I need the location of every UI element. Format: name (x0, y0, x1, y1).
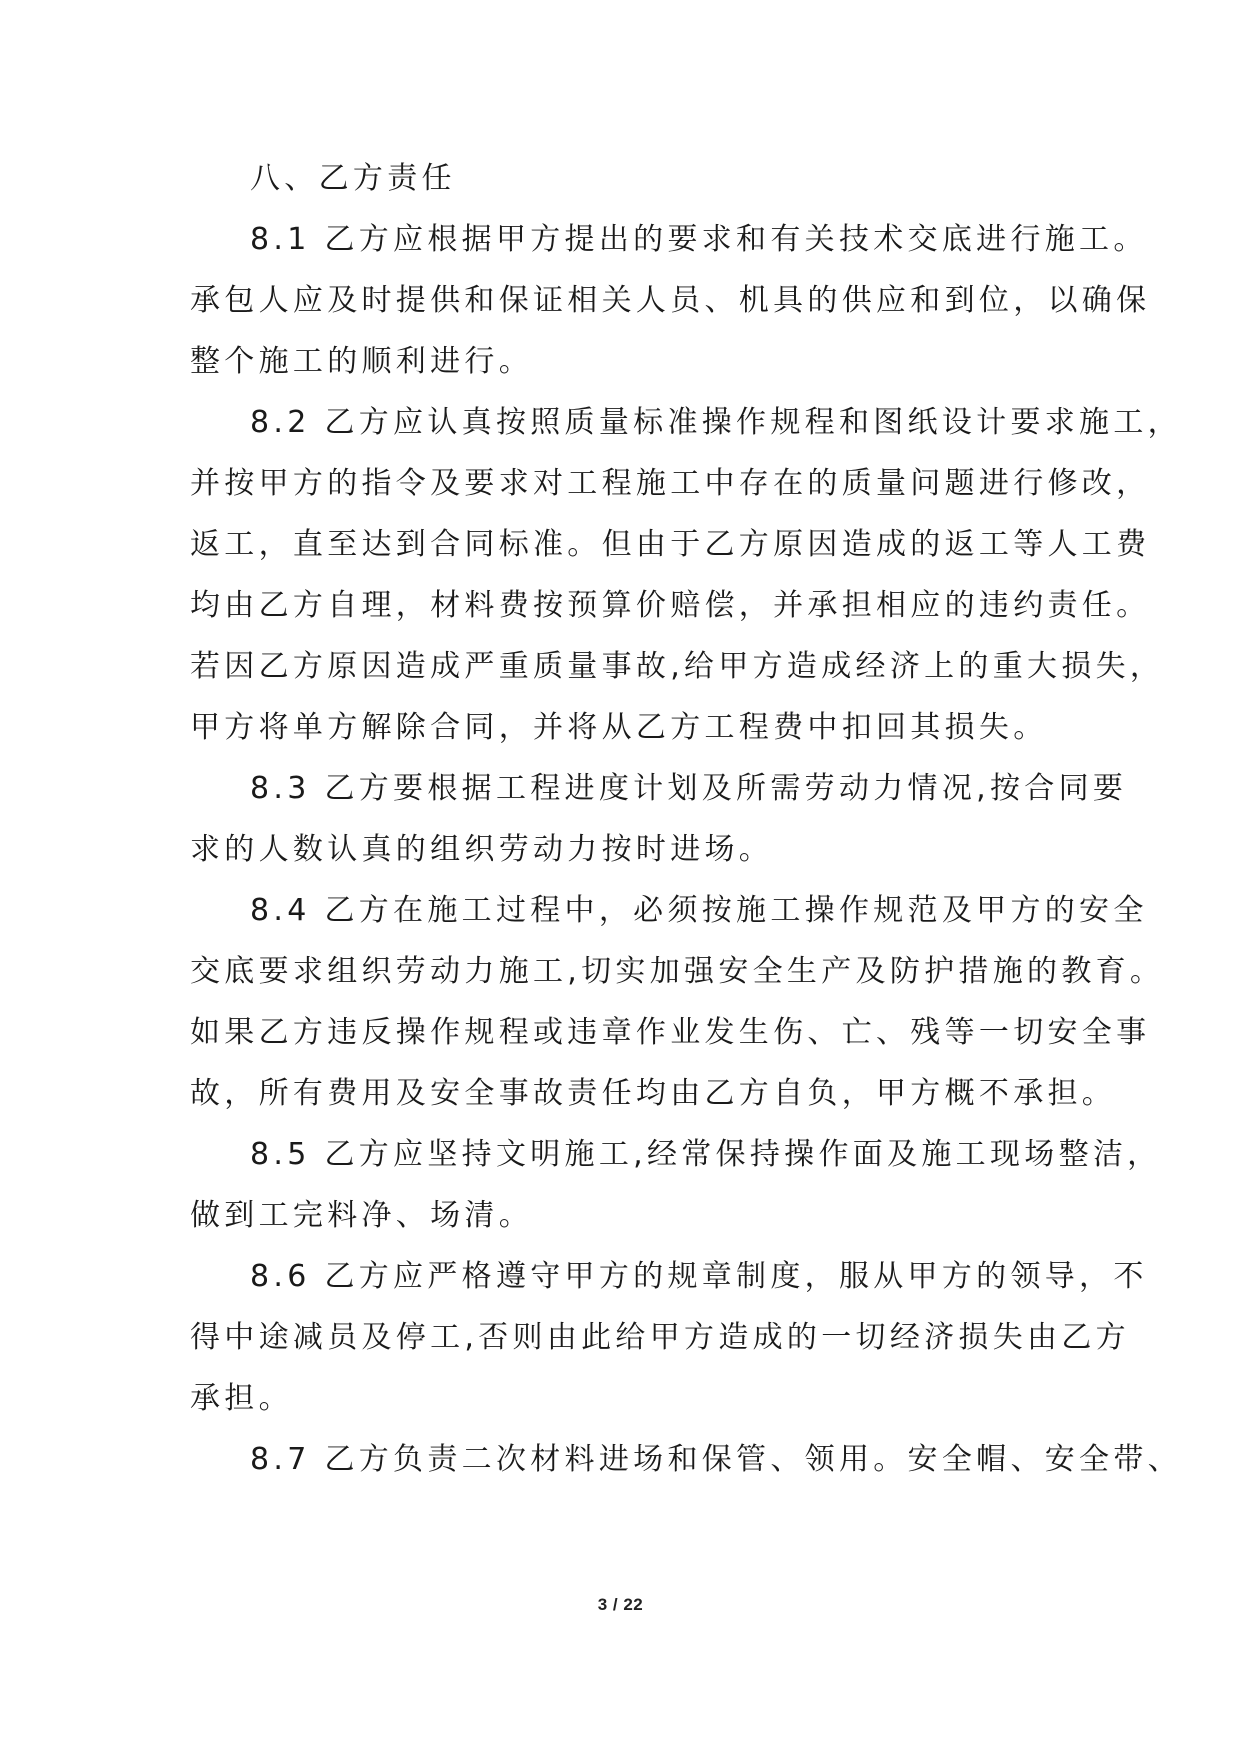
clause-line: 整个施工的顺利进行。 (190, 344, 533, 379)
clause-line: 8.2 乙方应认真按照质量标准操作规程和图纸设计要求施工， (250, 405, 1182, 440)
clause-line: 得中途减员及停工,否则由此给甲方造成的一切经济损失由乙方 (190, 1320, 1130, 1355)
clause-line: 交底要求组织劳动力施工,切实加强安全生产及防护措施的教育。 (190, 954, 1165, 989)
clause-line: 若因乙方原因造成严重质量事故,给甲方造成经济上的重大损失， (190, 649, 1165, 684)
clause-line: 8.6 乙方应严格遵守甲方的规章制度，服从甲方的领导，不 (250, 1259, 1148, 1294)
clause-8-5 (190, 1124, 1162, 1246)
clause-line: 8.1 乙方应根据甲方提出的要求和有关技术交底进行施工。 (250, 222, 1148, 257)
section-heading-text: 八、乙方责任 (250, 161, 456, 196)
clause-line: 求的人数认真的组织劳动力按时进场。 (190, 832, 774, 867)
clause-line: 甲方将单方解除合同，并将从乙方工程费中扣回其损失。 (190, 710, 1048, 745)
clause-line: 8.3 乙方要根据工程进度计划及所需劳动力情况,按合同要 (250, 771, 1128, 806)
clause-line: 8.5 乙方应坚持文明施工,经常保持操作面及施工现场整洁， (250, 1137, 1162, 1172)
document-body (190, 148, 1182, 1490)
section-heading (190, 148, 1060, 209)
clause-line: 8.4 乙方在施工过程中，必须按施工操作规范及甲方的安全 (250, 893, 1148, 928)
clause-8-3 (190, 758, 1128, 880)
page-number: 3 / 22 (597, 1595, 644, 1614)
clause-line: 承担。 (190, 1381, 293, 1416)
clause-line: 并按甲方的指令及要求对工程施工中存在的质量问题进行修改， (190, 466, 1151, 501)
clause-8-7 (190, 1429, 1182, 1490)
clause-8-2 (190, 392, 1182, 758)
clause-8-6 (190, 1246, 1148, 1429)
clause-line: 承包人应及时提供和保证相关人员、机具的供应和到位，以确保 (190, 283, 1151, 318)
clause-line: 故，所有费用及安全事故责任均由乙方自负，甲方概不承担。 (190, 1076, 1117, 1111)
clause-line: 均由乙方自理，材料费按预算价赔偿，并承担相应的违约责任。 (190, 588, 1151, 623)
clause-8-4 (190, 880, 1165, 1124)
clause-line: 如果乙方违反操作规程或违章作业发生伤、亡、残等一切安全事 (190, 1015, 1151, 1050)
clause-8-1 (190, 209, 1151, 392)
clause-line: 8.7 乙方负责二次材料进场和保管、领用。安全帽、安全带、 (250, 1442, 1182, 1477)
clause-line: 返工，直至达到合同标准。但由于乙方原因造成的返工等人工费 (190, 527, 1151, 562)
clause-line: 做到工完料净、场清。 (190, 1198, 533, 1233)
